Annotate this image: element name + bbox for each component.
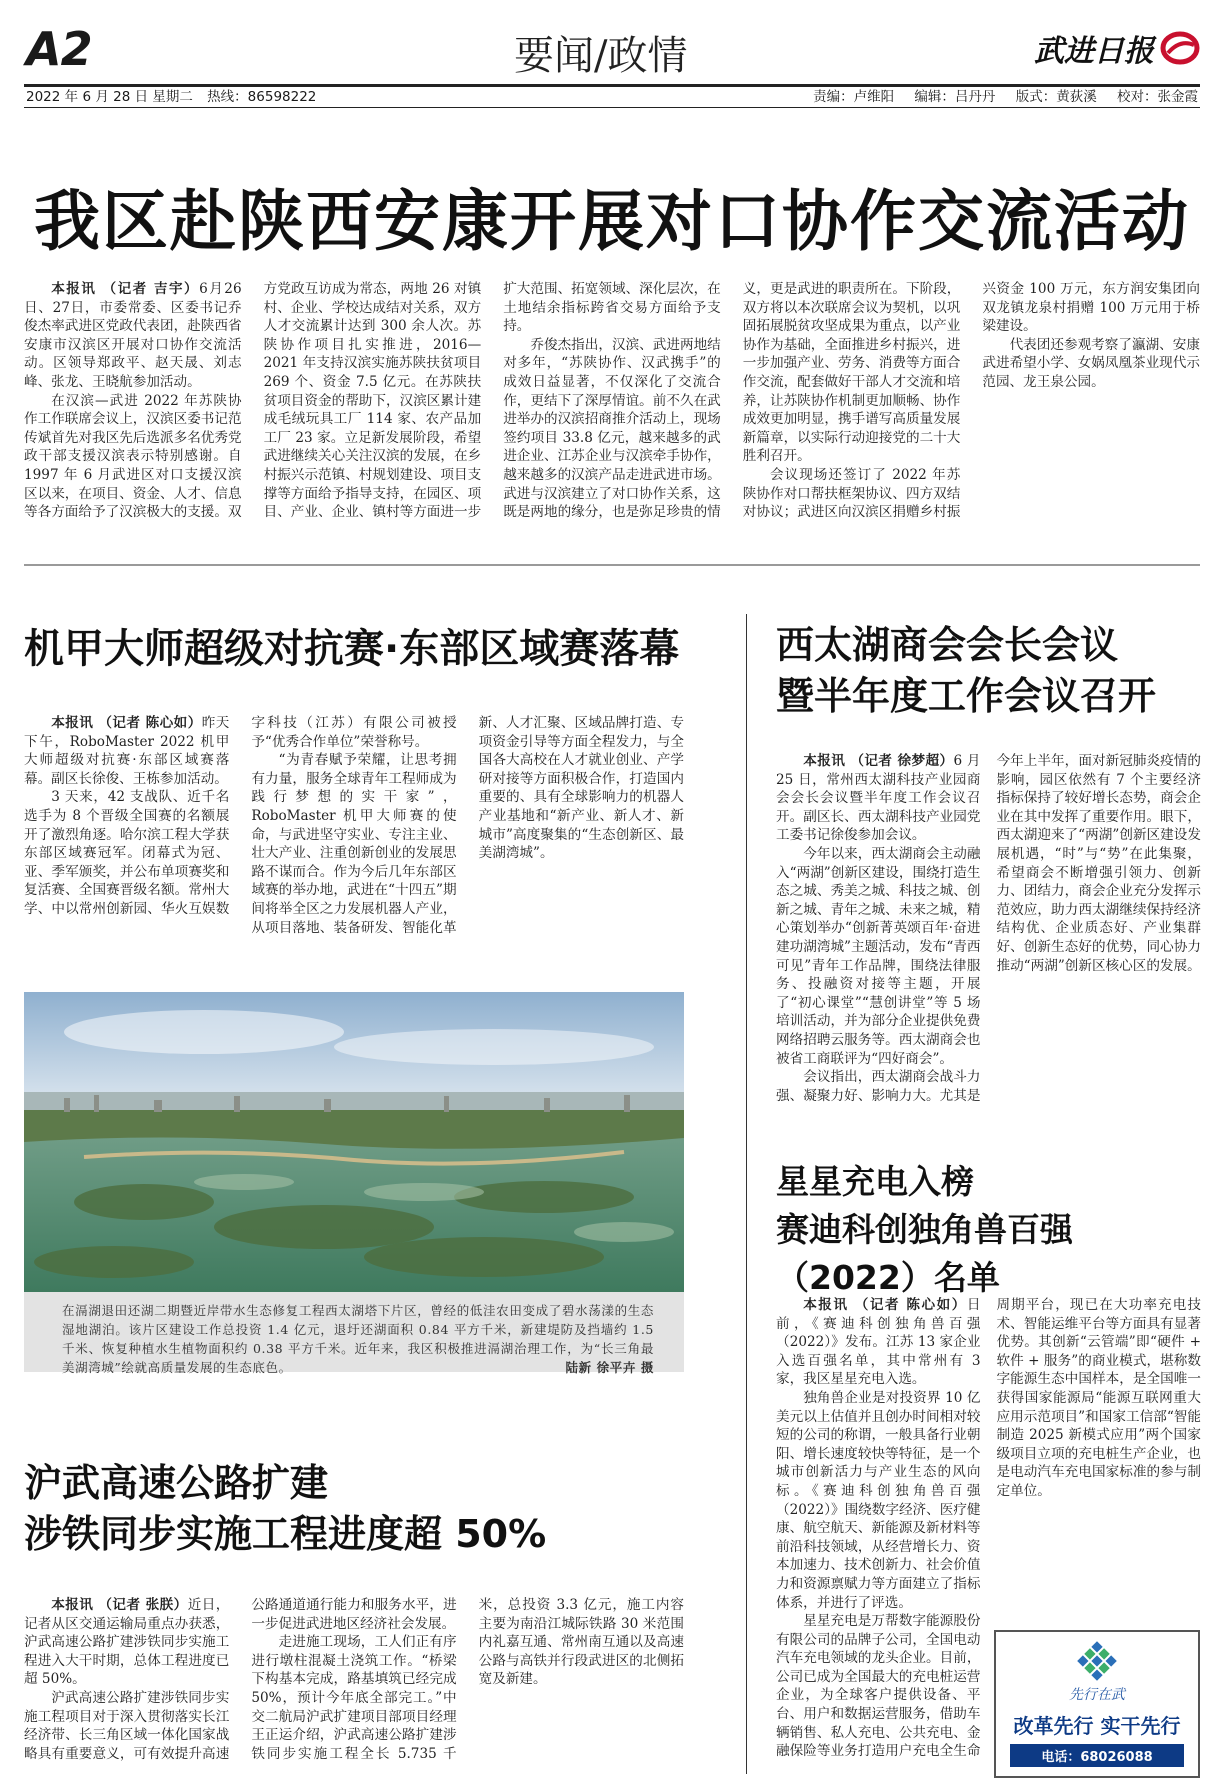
headline-line: 涉铁同步实施工程进度超 50% (24, 1512, 547, 1557)
issue-date: 2022 年 6 月 28 日 星期二 (26, 89, 193, 105)
main-headline: 我区赴陕西安康开展对口协作交流活动 (34, 183, 1190, 260)
taihu-article-body (776, 752, 1201, 1112)
byline: 本报讯 （记者 张朕） (51, 1597, 188, 1613)
ad-slogan: 改革先行 实干先行 (1013, 1714, 1181, 1738)
page-number: A2 (26, 22, 92, 76)
byline: 本报讯 （记者 陈心如） (51, 715, 202, 731)
paragraph: 独角兽企业是对投资界 10 亿美元以上估值并且创办时间相对较短的公司的称谓，一般具备行业朝阳、增长速度较快等特征，是一个城市创新活力与产业生态的风向标。《赛迪科创独角兽百强（2022）》围绕数字经济、医疗健康、航空航天、新能源及新材料等前沿科技领域，从经营增长力、资本加速力、技术创新力、社会价值力和资源禀赋力等方面建立了指标体系，并进行了评选。 (776, 1389, 981, 1611)
caption-text: 在滆湖退田还湖二期暨近岸带水生态修复工程西太湖塔下片区，曾经的低洼农田变成了碧水荡漾的生态湿地湖泊。该片区建设工作总投资 1.4 亿元，退圩还湖面积 0.84 平方千米，新建堤防及挡墙约 1.5 千米、恢复种植水生植物面积约 0.38 平方千米。近年来，我区积极推进滆湖治理工作，为“长三角最美湖湾城”绘就高质量发展的生态底色。 (62, 1303, 654, 1375)
headline-line: 星星充电入榜 (776, 1162, 974, 1201)
paragraph: 会议现场还签订了 2022 年苏陕协作对口帮扶框架协议、四方双结对协议；武进区向汉滨区捐赠乡村振兴资金 100 万元，东方润安集团向双龙镇龙泉村捐赠 100 万元用于桥梁建设。 (742, 281, 1200, 521)
paragraph: “为青春赋予荣耀，让思考拥有力量，服务全球青年工程师成为践行梦想的实干家”，RoboMaster 机甲大师赛的使命，与武进坚守实业、专注主业、壮大产业、注重创新创业的发展思路不谋而合。作为今后几年东部区域赛的举办地，武进在“十四五”期间将举全区之力发展机器人产业，从项目落地、装备研发、智能化革新、人才汇聚、区域品牌打造、专项资金引导等方面全程发力，与全国各大高校在人才就业创业、产学研对接等方面积极合作，打造国内重要的、具有全球影响力的机器人产业基地和“新产业、新人才、新城市”高度聚集的“生态创新区、最美湖湾城”。 (251, 715, 684, 936)
masthead (24, 18, 1200, 108)
hotline: 热线：86598222 (207, 89, 317, 105)
paragraph: 日前，《赛迪科创独角兽百强（2022）》发布。江苏 13 家企业入选百强名单，其中常州有 3 家，我区星星充电入选。 (776, 1297, 981, 1388)
robo-headline: 机甲大师超级对抗赛·东部区域赛落幕 (24, 626, 680, 672)
copyeditor-credit: 编辑：吕丹丹 (914, 89, 996, 105)
photo-caption (24, 1292, 684, 1375)
paragraph: 6月26日、27日，市委常委、区委书记乔俊杰率武进区党政代表团，赴陕西省安康市汉滨区开展对口协作交流活动。区领导郑政平、赵天晟、刘志峰、张龙、王晓航参加活动。 (24, 281, 242, 390)
taihu-headline (776, 620, 1206, 723)
robo-article-body (24, 714, 684, 954)
column-divider (746, 614, 747, 1774)
wetland-aerial-photo (24, 992, 684, 1292)
star-headline (776, 1158, 1206, 1302)
highway-article-body (24, 1596, 684, 1776)
editor-credit: 责编：卢维阳 (813, 89, 895, 105)
paragraph: 代表团还参观考察了瀛湖、安康武进希望小学、女娲凤凰茶业现代示范园、龙王泉公园。 (982, 336, 1200, 390)
paragraph: 近日，记者从区交通运输局重点办获悉，沪武高速公路扩建涉铁同步实施工程进入大干时期，总体工程进度已超 50%。 (24, 1597, 230, 1688)
paragraph: 昨天下午，RoboMaster 2022 机甲大师超级对抗赛·东部区域赛落幕。副区长徐俊、王栋参加活动。 (24, 715, 230, 787)
headline-line: 西太湖商会会长会议 (776, 623, 1119, 667)
wetland-photo-illustration (24, 992, 684, 1292)
headline-line: 赛迪科创独角兽百强（2022）名单 (776, 1209, 1073, 1297)
paragraph: 在汉滨—武进 2022 年苏陕协作工作联席会议上，汉滨区委书记范传斌首先对我区先后选派多名优秀党政干部支援汉滨表示特别感谢。自 1997 年 6 月武进区对口支援汉滨区以来，在项目、资金、人才、信息等各方面给予了汉滨极大的支援。双方党政互访成为常态，两地 26 对镇村、企业、学校达成结对关系，双方人才交流累计达到 300 余人次。苏陕协作项目扎实推进，2016—2021 年支持汉滨实施苏陕扶贫项目 269 个、资金 7.5 亿元。在苏陕扶贫项目资金的帮助下，汉滨区累计建成毛绒玩具工厂 114 家、农产品加工厂 23 家。立足新发展阶段，希望武进继续关心关注汉滨的发展，在乡村振兴示范镇、村规划建设、项目支撑等方面给予指导支持，在园区、项目、产业、企业、镇村等方面进一步扩大范围、拓宽领域、深化层次，在土地结余指标跨省交易方面给予支持。 (24, 281, 721, 521)
logo-text: 武进日报 (1034, 34, 1154, 69)
diamond-emblem-icon (996, 1638, 1198, 1688)
paragraph: 6 月 25 日，常州西太湖科技产业园商会会长会议暨半年度工作会议召开。副区长、西太湖科技产业园党工委书记徐俊参加会议。 (776, 753, 981, 844)
paragraph: 星星充电是万帮数字能源股份有限公司的品牌子公司，全国电动汽车充电领域的龙头企业。目前，公司已成为全国最大的充电桩运营企业，为全球客户提供设备、平台、用户和数据运营服务，借助车辆销售、私人充电、公共充电、金融保险等业务打造用户充电全生命周期平台，现已在大功率充电技术、智能运维平台等方面具有显著优势。其创新“云管端”即“硬件 + 软件 + 服务”的商业模式，堪称数字能源生态中国样本，是全国唯一获得国家能源局“能源互联网重大应用示范项目”和国家工信部“智能制造 2025 新模式应用”两个国家级项目立项的充电桩生产企业，也是电动汽车充电国家标准的参与制定单位。 (776, 1297, 1201, 1760)
proof-credit: 校对：张金霞 (1117, 89, 1198, 105)
headline-line: 暨半年度工作会议召开 (776, 674, 1157, 719)
highway-headline (24, 1458, 684, 1561)
byline: 本报讯 （记者 陈心如） (803, 1297, 967, 1313)
newspaper-logo (1034, 26, 1200, 70)
reform-advertisement (994, 1630, 1200, 1778)
headline-line: 沪武高速公路扩建 (24, 1461, 329, 1505)
paragraph: 3 天来，42 支战队、近千名选手为 8 个晋级全国赛的名额展开了激烈角逐。哈尔滨工程大学获东部区域赛冠军。闭幕式为冠、亚、季军颁奖，并公布单项赛奖和复活赛、全国赛晋级名额。常州大学、中以常州创新园、华火互娱数字科技（江苏）有限公司被授予“优秀合作单位”荣誉称号。 (24, 715, 457, 917)
ad-brand: 先行在武 (1069, 1687, 1125, 1703)
dateline-bar (24, 84, 1200, 108)
ad-phone: 电话：68026088 (1010, 1744, 1184, 1767)
paragraph: 会议指出，西太湖商会战斗力强、凝聚力好、影响力大。尤其是今年上半年，面对新冠肺炎疫情的影响，园区依然有 7 个主要经济指标保持了较好增长态势，商会企业在其中发挥了重要作用。眼下，西太湖迎来了“两湖”创新区建设发展机遇，“时”与“势”在此集聚，希望商会不断增强引领力、创新力、团结力，商会企业充分发挥示范效应，助力西太湖继续保持经济结构优、企业质态好、产业集群好、创新生态好的优势，同心协力推动“两湖”创新区核心区的发展。 (776, 753, 1201, 1104)
section-title: 要闻/政情 (514, 33, 688, 79)
photo-credit: 陆新 徐平卉 摄 (565, 1360, 654, 1375)
paragraph: 沪武高速公路扩建涉铁同步实施工程项目对于深入贯彻落实长江经济带、长三角区域一体化国家战略具有重要意义，可有效提升高速公路通道通行能力和服务水平，进一步促进武进地区经济社会发展。 (24, 1597, 457, 1762)
section-divider (24, 564, 1200, 566)
byline: 本报讯 （记者 吉宇） (51, 281, 200, 297)
paragraph: 走进施工现场，工人们正有序进行墩柱混凝土浇筑工作。“桥梁下构基本完成，路基填筑已经完成 50%，预计今年底全部完工。”中交二航局沪武扩建项目部项目经理王正运介绍，沪武高速公路扩建涉铁同步实施工程全长 5.735 千米，总投资 3.3 亿元，施工内容主要为南沿江城际铁路 30 米范围内礼嘉互通、常州南互通以及高速公路与高铁并行段武进区的北侧拓宽及新建。 (251, 1597, 684, 1762)
main-article-body (24, 280, 1200, 530)
paragraph: 今年以来，西太湖商会主动融入“两湖”创新区建设，围绕打造生态之城、秀美之城、科技之城、创新之城、青年之城、未来之城，精心策划举办“创新菁英颂百年·奋进建功湖湾城”主题活动，发布“青西可见”青年工作品牌，围绕法律服务、投融资对接等主题，开展了“初心课堂”“慧创讲堂”等 5 场培训活动，并为部分企业提供免费网络招聘云服务等。西太湖商会也被省工商联评为“四好商会”。 (776, 845, 981, 1067)
paragraph: 乔俊杰指出，汉滨、武进两地结对多年，“苏陕协作、汉武携手”的成效日益显著，不仅深化了交流合作，更结下了深厚情谊。前不久在武进举办的汉滨招商推介活动上，现场签约项目 33.8 亿元，越来越多的武进企业、江苏企业与汉滨牵手协作，越来越多的汉滨产品走进武进市场。武进与汉滨建立了对口协作关系，这既是两地的缘分，也是弥足珍贵的情义，更是武进的职责所在。下阶段，双方将以本次联席会议为契机，以巩固拓展脱贫攻坚成果为重点，以产业协作为基础，全面推进乡村振兴，进一步加强产业、劳务、消费等方面合作交流，配套做好干部人才交流和培养，让苏陕协作机制更加顺畅、协作成效更加明显，携手谱写高质量发展新篇章，以实际行动迎接党的二十大胜利召开。 (503, 281, 961, 521)
byline: 本报讯 （记者 徐梦超） (803, 753, 954, 769)
layout-credit: 版式：黄荻溪 (1015, 89, 1097, 105)
logo-emblem-icon (1160, 31, 1200, 65)
